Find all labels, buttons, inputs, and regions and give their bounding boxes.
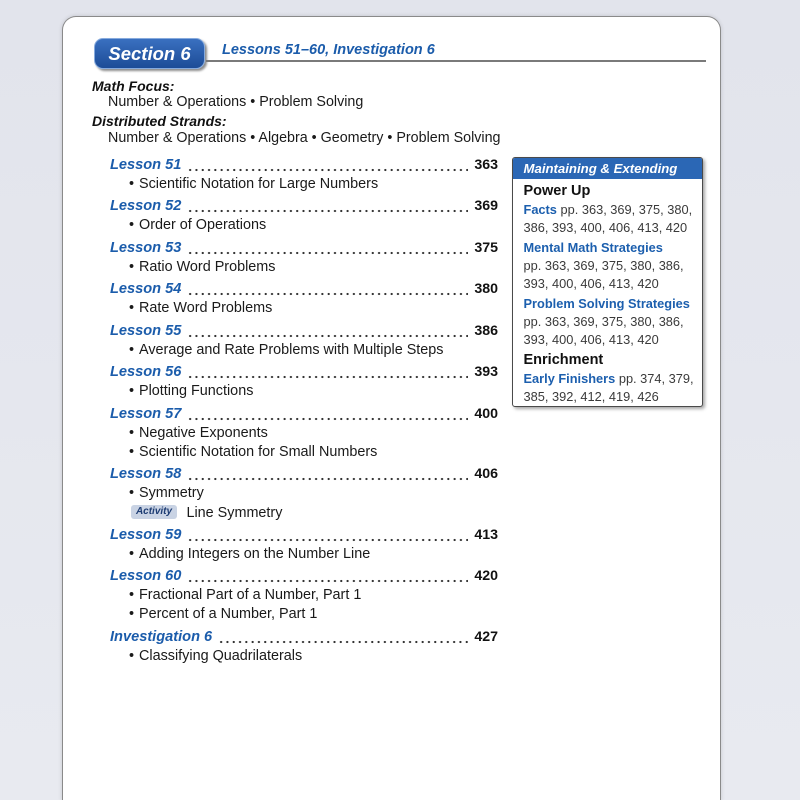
lesson-title-row — [110, 526, 498, 545]
activity-row — [110, 503, 498, 522]
investigation-title-row — [110, 628, 498, 647]
dot-leader — [218, 628, 468, 647]
lesson-topic: • Rate Word Problems — [110, 299, 498, 318]
problem-solving-pages: pp. 363, 369, 375, 380, 386, 393, 400, 406, 413, 420 — [523, 314, 684, 347]
lesson-title: Lesson 52 — [110, 198, 182, 214]
distributed-strands-heading: Distributed Strands: — [92, 113, 227, 129]
lesson-page-number: 386 — [474, 322, 498, 339]
lesson-entry — [110, 197, 498, 235]
dot-leader — [187, 465, 468, 484]
investigation-page-number: 427 — [474, 628, 498, 645]
lesson-topic: • Scientific Notation for Large Numbers — [110, 175, 498, 194]
lesson-topic: • Scientific Notation for Small Numbers — [110, 443, 498, 462]
dot-leader — [187, 363, 468, 382]
lesson-title-row — [110, 465, 498, 484]
maintaining-extending-box — [512, 157, 703, 407]
lesson-topic: • Order of Operations — [110, 216, 498, 235]
lesson-topic: • Adding Integers on the Number Line — [110, 545, 498, 564]
section-divider — [206, 60, 706, 62]
dot-leader — [187, 567, 468, 586]
lesson-title-row — [110, 280, 498, 299]
lesson-title-row — [110, 322, 498, 341]
lesson-entry — [110, 526, 498, 564]
lesson-page-number: 400 — [474, 405, 498, 422]
lesson-page-number: 413 — [474, 526, 498, 543]
lesson-title: Lesson 59 — [110, 526, 182, 543]
sidebar-body — [513, 179, 702, 405]
facts-label: Facts — [523, 201, 557, 217]
lesson-topic: • Symmetry — [110, 484, 498, 503]
lesson-title: Lesson 56 — [110, 364, 182, 380]
lesson-title: Lesson 53 — [110, 239, 182, 256]
lesson-topic: • Plotting Functions — [110, 382, 498, 401]
lesson-page-number: 375 — [474, 239, 498, 256]
lesson-topic: • Negative Exponents — [110, 424, 498, 443]
lesson-page-number: 420 — [474, 568, 498, 584]
lesson-title: Lesson 55 — [110, 322, 182, 339]
investigation-title: Investigation 6 — [110, 628, 213, 645]
early-finishers-pages: pp. 374, 379, 385, 392, 412, 419, 426 — [523, 370, 694, 404]
math-focus-text: Number & Operations • Problem Solving — [108, 94, 364, 110]
lesson-page-number: 363 — [474, 156, 498, 173]
lesson-entry — [110, 405, 498, 462]
lesson-topic: • Percent of a Number, Part 1 — [110, 605, 498, 624]
distributed-strands-text: Number & Operations • Algebra • Geometry • Problem Solving — [108, 130, 501, 146]
lesson-entry — [110, 465, 498, 522]
lesson-title: Lesson 58 — [110, 466, 182, 482]
mental-math-pages: pp. 363, 369, 375, 380, 386, 393, 400, 406, 413, 420 — [523, 258, 684, 291]
early-finishers-entry — [524, 370, 695, 406]
lesson-entry — [110, 322, 498, 360]
lesson-entry — [110, 567, 498, 624]
power-up-heading: Power Up — [523, 182, 591, 199]
investigation-topic: • Classifying Quadrilaterals — [110, 647, 498, 666]
section-badge: Section 6 — [94, 38, 205, 69]
lesson-title-row — [110, 363, 498, 382]
problem-solving-label: Problem Solving Strategies — [523, 296, 690, 311]
sidebar-header: Maintaining & Extending — [513, 158, 702, 179]
dot-leader — [187, 197, 468, 216]
dot-leader — [187, 322, 468, 341]
investigation-entry — [110, 628, 498, 666]
lesson-title-row — [110, 405, 498, 424]
dot-leader — [187, 526, 468, 545]
lesson-title-row — [110, 239, 498, 258]
lesson-entry — [110, 156, 498, 194]
math-focus-heading: Math Focus: — [92, 78, 175, 94]
dot-leader — [187, 156, 468, 175]
lesson-entry — [110, 363, 498, 401]
lesson-title-row — [110, 156, 498, 175]
dot-leader — [187, 280, 468, 299]
lesson-title: Lesson 57 — [110, 405, 182, 422]
early-finishers-label: Early Finishers — [523, 370, 616, 386]
lesson-title: Lesson 51 — [110, 156, 182, 173]
lesson-page-number: 380 — [474, 281, 498, 297]
dot-leader — [187, 239, 468, 258]
lesson-topic: • Fractional Part of a Number, Part 1 — [110, 586, 498, 605]
lesson-entry — [110, 239, 498, 277]
facts-pages: pp. 363, 369, 375, 380, 386, 393, 400, 406, 413, 420 — [523, 201, 693, 235]
activity-title: Line Symmetry — [186, 505, 283, 521]
lesson-topic: • Ratio Word Problems — [110, 258, 498, 277]
section-subtitle: Lessons 51–60, Investigation 6 — [222, 42, 435, 58]
lesson-page-number: 406 — [474, 466, 498, 482]
lesson-title-row — [110, 567, 498, 586]
lesson-page-number: 369 — [474, 198, 498, 214]
enrichment-heading: Enrichment — [523, 351, 604, 368]
lesson-page-number: 393 — [474, 364, 498, 380]
lesson-title-row — [110, 197, 498, 216]
lesson-list — [110, 156, 498, 670]
mental-math-label: Mental Math Strategies — [523, 240, 663, 255]
lesson-title: Lesson 60 — [110, 568, 182, 584]
dot-leader — [187, 405, 468, 424]
lesson-topic: • Average and Rate Problems with Multiple Steps — [110, 341, 498, 360]
lesson-entry — [110, 280, 498, 318]
facts-entry — [524, 201, 695, 237]
activity-badge: Activity — [131, 505, 177, 519]
lesson-title: Lesson 54 — [110, 281, 182, 297]
